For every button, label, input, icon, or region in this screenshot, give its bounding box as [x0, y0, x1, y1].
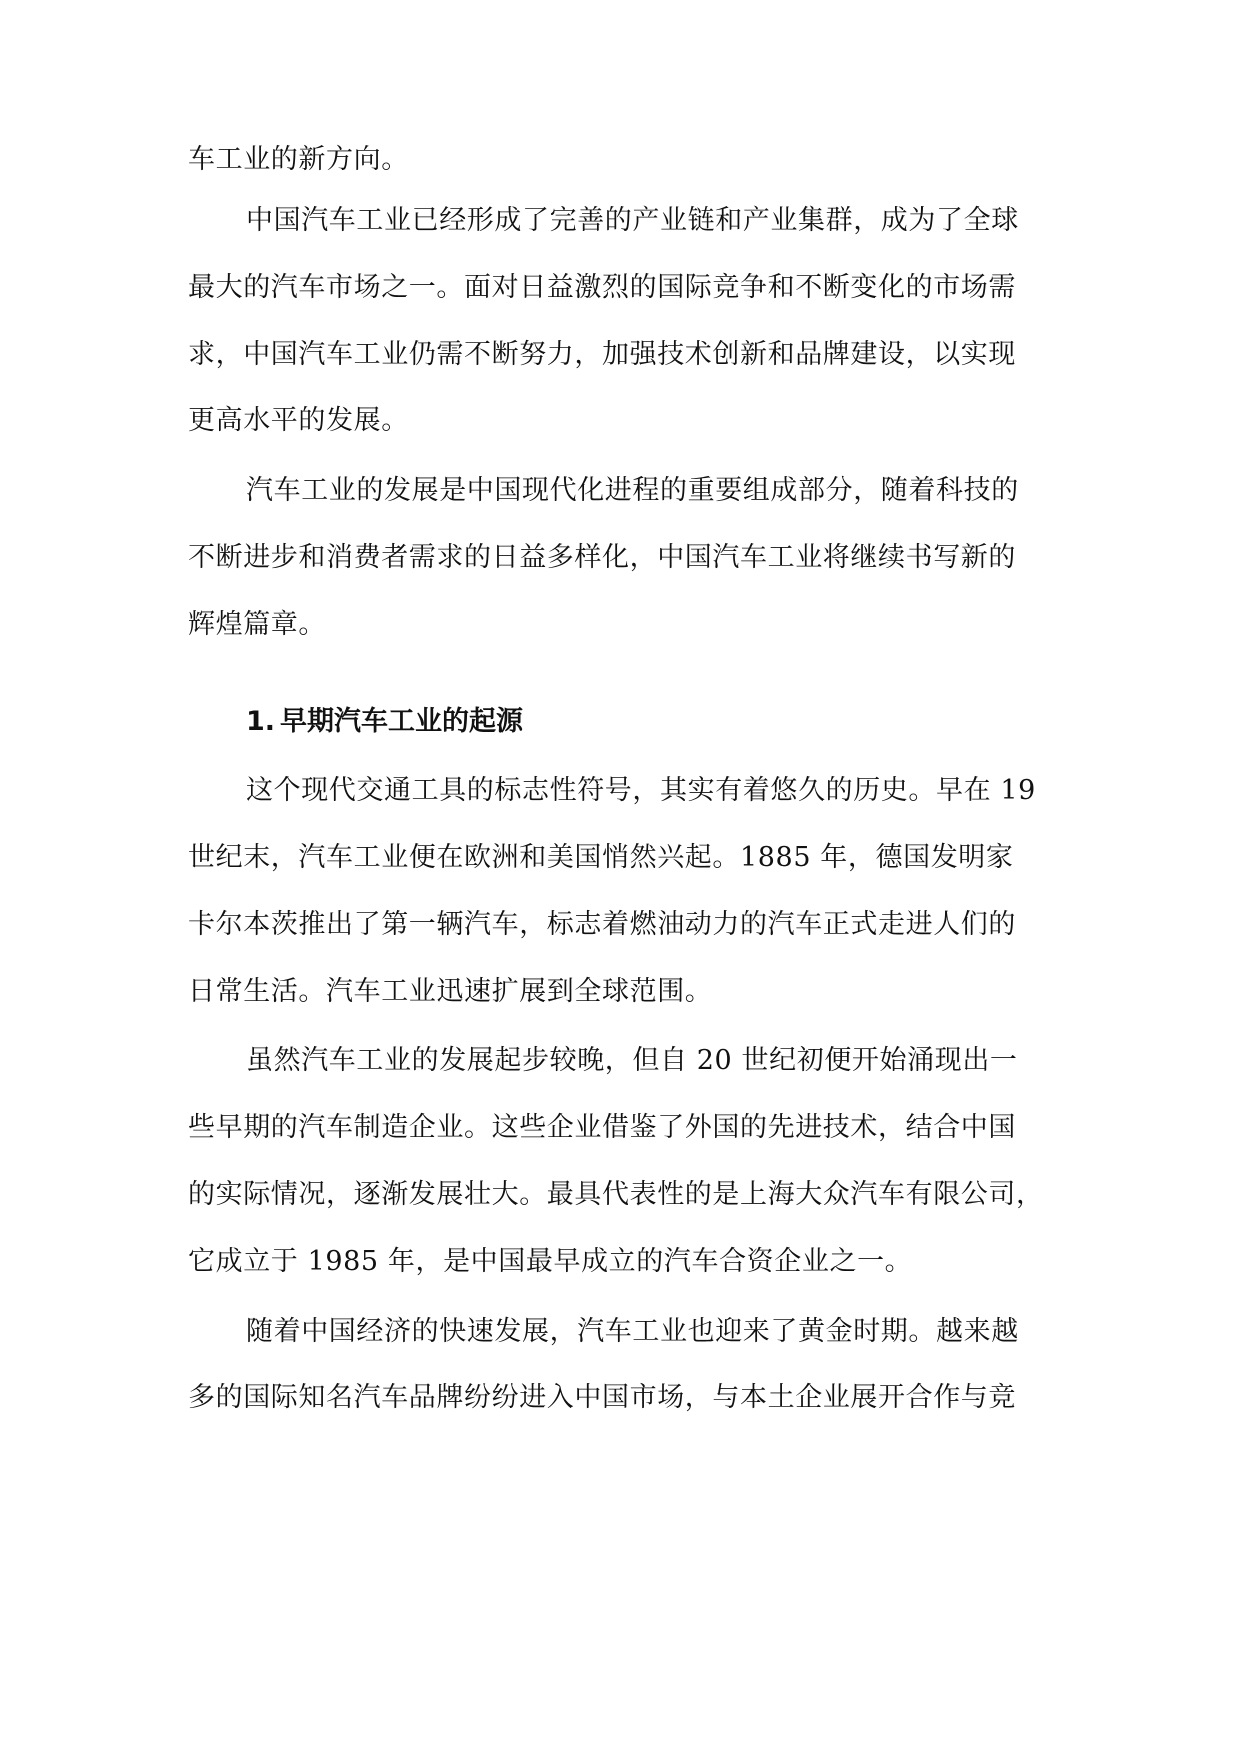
paragraph-line: 中国汽车工业已经形成了完善的产业链和产业集群，成为了全球 — [246, 205, 1019, 236]
paragraph-line: 的实际情况，逐渐发展壮大。最具代表性的是上海大众汽车有限公司， — [188, 1179, 1044, 1210]
paragraph-line: 求，中国汽车工业仍需不断努力，加强技术创新和品牌建设，以实现 — [188, 339, 1016, 370]
paragraph-line: 不断进步和消费者需求的日益多样化，中国汽车工业将继续书写新的 — [188, 542, 1016, 573]
paragraph-line: 些早期的汽车制造企业。这些企业借鉴了外国的先进技术，结合中国 — [188, 1112, 1016, 1143]
paragraph-line: 卡尔本茨推出了第一辆汽车，标志着燃油动力的汽车正式走进人们的 — [188, 909, 1016, 940]
paragraph-line: 虽然汽车工业的发展起步较晚，但自 20 世纪初便开始涌现出一 — [246, 1045, 1018, 1076]
paragraph-line: 随着中国经济的快速发展，汽车工业也迎来了黄金时期。越来越 — [246, 1316, 1019, 1347]
paragraph-line: 世纪末，汽车工业便在欧洲和美国悄然兴起。1885 年，德国发明家 — [188, 842, 1014, 873]
paragraph-line: 汽车工业的发展是中国现代化进程的重要组成部分，随着科技的 — [246, 475, 1019, 506]
paragraph-line: 它成立于 1985 年，是中国最早成立的汽车合资企业之一。 — [188, 1246, 913, 1277]
section-heading — [246, 702, 1066, 742]
paragraph-line: 日常生活。汽车工业迅速扩展到全球范围。 — [188, 976, 713, 1007]
section-title: 早期汽车工业的起源 — [280, 706, 523, 737]
paragraph-line: 最大的汽车市场之一。面对日益激烈的国际竞争和不断变化的市场需 — [188, 272, 1016, 303]
paragraph-line: 辉煌篇章。 — [188, 609, 326, 640]
section-number: 1. — [246, 706, 276, 737]
paragraph-line: 车工业的新方向。 — [188, 144, 409, 175]
paragraph-line: 这个现代交通工具的标志性符号，其实有着悠久的历史。早在 19 — [246, 775, 1036, 806]
paragraph-line: 多的国际知名汽车品牌纷纷进入中国市场，与本土企业展开合作与竞 — [188, 1382, 1016, 1413]
paragraph-line: 更高水平的发展。 — [188, 405, 409, 436]
